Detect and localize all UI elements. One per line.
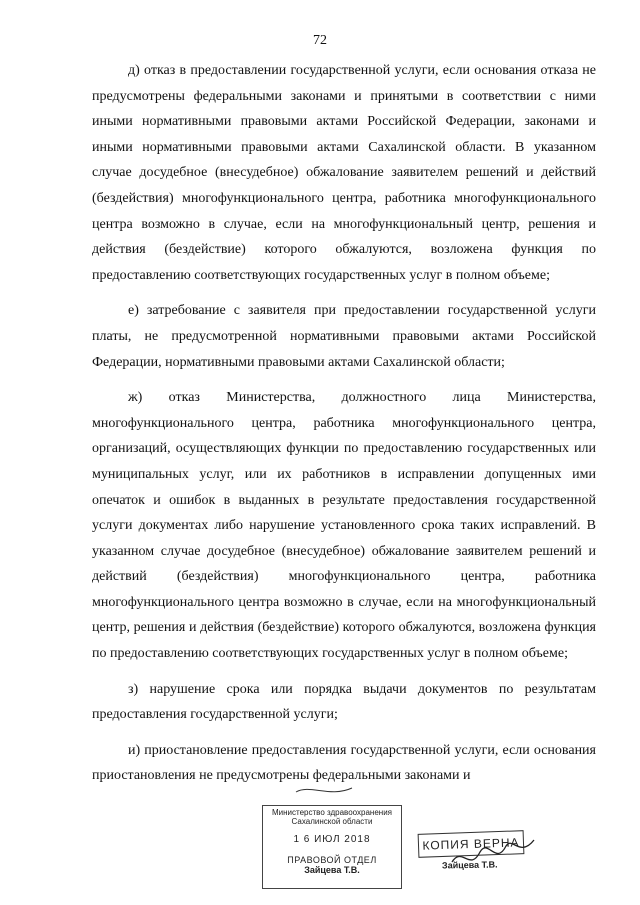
copy-true-stamp — [414, 832, 534, 886]
copy-person: Зайцева Т.В. — [441, 859, 498, 871]
document-body — [92, 58, 596, 789]
page-number: 72 — [313, 33, 327, 48]
stamp-org: Министерство здравоохранения Сахалинской области — [272, 808, 392, 826]
paragraph-zh: ж) отказ Министерства, должностного лица Министерства, многофункционального центра, работника многофункционального центра, организаций, осуществляющих функции по предоставлению государственных или муниципальных услуг, или их работников в исправлении допущенных ими опечаток и ошибок в выданных в результате предоставления государственной услуги документах либо нарушение установленного срока таких исправлений. В указанном случае досудебное (внесудебное) обжалование заявителем решений и действий (бездействия) многофункционального центра, работника многофункционального центра возможно в случае, если на многофункциональный центр, решения и действия (бездействие) которого обжалуются, возложена функция по предоставлению соответствующих государственных услуг в полном объеме; — [92, 390, 596, 662]
legal-department-stamp — [262, 805, 402, 889]
copy-label: КОПИЯ ВЕРНА — [418, 830, 525, 858]
stamp-dept-name: ПРАВОВОЙ ОТДЕЛ — [287, 855, 377, 865]
paragraph-z: з) нарушение срока или порядка выдачи документов по результатам предоставления государственной услуги; — [92, 681, 596, 723]
paragraph-i: и) приостановление предоставления государственной услуги, если основания приостановления не предусмотрены федеральными законами и — [92, 742, 596, 784]
stamp-person: Зайцева Т.В. — [304, 865, 360, 875]
stamp-date: 1 6 ИЮЛ 2018 — [293, 834, 371, 845]
paragraph-e: е) затребование с заявителя при предоставлении государственной услуги платы, не предусмотренной нормативными правовыми актами Российской Федерации, нормативными правовыми актами Сахалинской области; — [92, 303, 596, 370]
paragraph-d: д) отказ в предоставлении государственной услуги, если основания отказа не предусмотрены федеральными законами и принятыми в соответствии с ними иными нормативными правовыми актами Российской Федерации, законами и иными нормативными правовыми актами Сахалинской области. В указанном случае досудебное (внесудебное) обжалование заявителем решений и действий (бездействия) многофункционального центра, работника многофункционального центра возможно в случае, если на многофункциональный центр, решения и действия (бездействие) которого обжалуются, возложена функция по предоставлению соответствующих государственных услуг в полном объеме; — [92, 63, 596, 283]
